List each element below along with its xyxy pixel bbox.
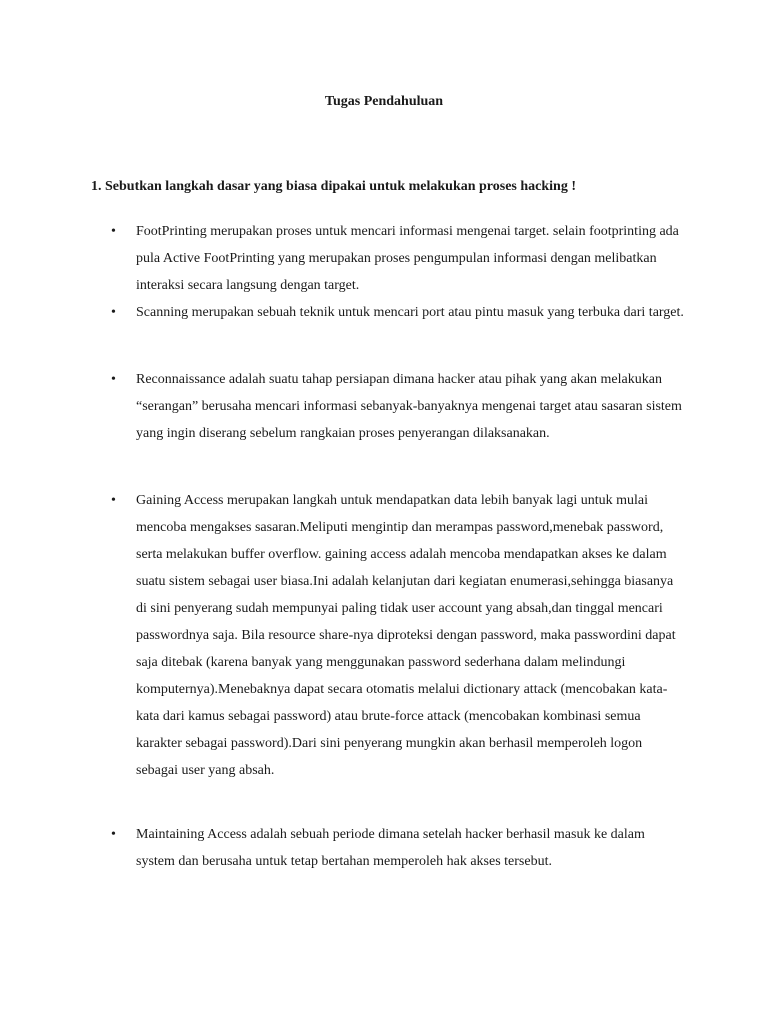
bullet-icon: •: [111, 493, 116, 508]
bullet-icon: •: [111, 224, 116, 239]
list-item-text: Maintaining Access adalah sebuah periode dimana setelah hacker berhasil masuk ke dalam system dan berusaha untuk tetap bertahan memperoleh hak akses tersebut.: [136, 827, 645, 869]
bullet-icon: •: [111, 827, 116, 842]
list-item-text: Reconnaissance adalah suatu tahap persiapan dimana hacker atau pihak yang akan melakukan “serangan” berusaha mencari informasi sebanyak-banyaknya mengenai target atau sasaran sistem yang ingin diserang sebelum rangkaian proses penyerangan dilaksanakan.: [136, 372, 682, 441]
bullet-icon: •: [111, 372, 116, 387]
question-heading: 1. Sebutkan langkah dasar yang biasa dipakai untuk melakukan proses hacking !: [91, 179, 576, 194]
document-title: Tugas Pendahuluan: [324, 94, 444, 109]
list-item-text: Scanning merupakan sebuah teknik untuk mencari port atau pintu masuk yang terbuka dari target.: [136, 305, 684, 320]
list-item-text: Gaining Access merupakan langkah untuk mendapatkan data lebih banyak lagi untuk mulai mencoba mengakses sasaran.Meliputi mengintip dan merampas password,menebak password, serta melakukan buffer overflow. gaining access adalah mencoba mendapatkan akses ke dalam suatu sistem sebagai user biasa.Ini adalah kelanjutan dari kegiatan enumerasi,sehingga biasanya di sini penyerang sudah mempunyai paling tidak user account yang absah,dan tinggal mencari passwordnya saja. Bila resource share-nya diproteksi dengan password, maka passwordini dapat saja ditebak (karena banyak yang menggunakan password sederhana dalam melindungi komputernya).Menebaknya dapat secara otomatis melalui dictionary attack (mencobakan kata-kata dari kamus sebagai password) atau brute-force attack (mencobakan kombinasi semua karakter sebagai password).Dari sini penyerang mungkin akan berhasil memperoleh logon sebagai user yang absah.: [136, 493, 676, 778]
bullet-icon: •: [111, 305, 116, 320]
list-item-text: FootPrinting merupakan proses untuk mencari informasi mengenai target. selain footprinting ada pula Active FootPrinting yang merupakan proses pengumpulan informasi dengan melibatkan interaksi secara langsung dengan target.: [136, 224, 679, 293]
